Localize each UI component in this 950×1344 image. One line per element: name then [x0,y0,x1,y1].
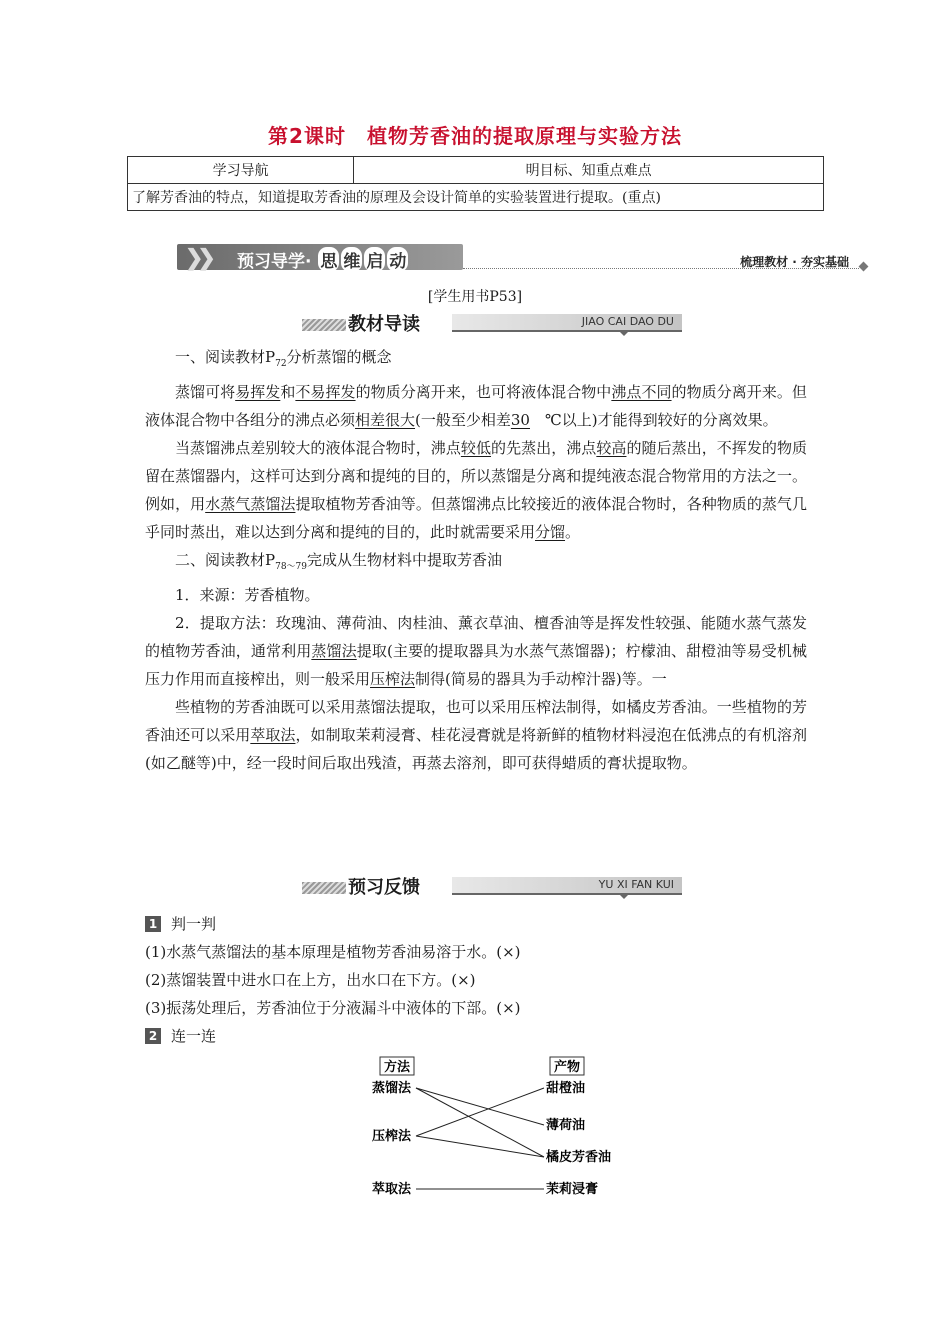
double-chevron-icon: ❯❯ [185,245,210,271]
match-line [416,1088,544,1125]
feedback-body [145,910,807,1050]
method-label: 压榨法 [372,1129,412,1144]
banner-pill: 启 [364,247,385,272]
textbook-body [145,343,807,777]
section-header-textbook [302,310,682,334]
banner-pill: 思 [318,247,339,272]
section-header-feedback [302,873,682,897]
paragraph: 些植物的芳香油既可以采用蒸馏法提取，也可以采用压榨法制得，如橘皮芳香油。一些植物的芳香油还可以采用萃取法，如制取茉莉浸膏、桂花浸膏就是将新鲜的植物材料浸泡在低沸点的有机溶剂(如乙醚等)中，经一段时间后取出残渣，再蒸去溶剂，即可获得蜡质的膏状提取物。 [145,698,807,772]
banner-label: 预习导学 [237,252,305,272]
method-label: 蒸馏法 [372,1081,412,1096]
preview-banner [177,244,867,272]
banner-pill: 维 [341,247,362,272]
product-label: 薄荷油 [546,1118,586,1133]
section-label: 教材导读 [348,314,420,335]
section-ribbon [452,877,682,895]
guide-row: 了解芳香油的特点，知道提取芳香油的原理及会设计简单的实验装置进行提取。(重点) [128,184,824,211]
product-label: 茉莉浸膏 [546,1182,599,1197]
method-label: 萃取法 [372,1182,412,1197]
diamond-icon [859,262,869,272]
paragraph: 1．来源：芳香植物。 [175,586,320,604]
product-label: 橘皮芳香油 [546,1150,612,1165]
question-item: (3)振荡处理后，芳香油位于分液漏斗中液体的下部。(×) [145,999,521,1017]
section-label: 预习反馈 [348,877,420,898]
question-heading: 1 判一判 [145,910,807,938]
number-badge: 2 [145,1028,161,1044]
header-methods: 方法 [383,1060,411,1075]
guide-col2: 明目标、知重点难点 [354,157,824,184]
banner-dot: · [305,252,312,272]
page-title: 第2课时 植物芳香油的提取原理与实验方法 [268,124,682,148]
section-en-label: JIAO CAI DAO DU [581,315,674,328]
number-badge: 1 [145,916,161,932]
question-item: (2)蒸馏装置中进水口在上方，出水口在下方。(×) [145,971,476,989]
product-label: 甜橙油 [546,1081,586,1096]
hatch-decoration [302,882,346,894]
banner-pill: 动 [387,247,408,272]
book-reference: [学生用书P53] [427,289,523,305]
paragraph: 2．提取方法：玫瑰油、薄荷油、肉桂油、薰衣草油、檀香油等是挥发性较强、能随水蒸气蒸发的植物芳香油，通常利用蒸馏法提取(主要的提取器具为水蒸气蒸馏器)；柠檬油、甜橙油等易受机械压力作用而直接榨出，则一般采用压榨法制得(简易的器具为手动榨汁器)等。一 [145,614,807,688]
banner-title [237,247,409,272]
header-products: 产物 [553,1060,581,1075]
paragraph: 蒸馏可将易挥发和不易挥发的物质分离开来，也可将液体混合物中沸点不同的物质分离开来。但液体混合物中各组分的沸点必须相差很大(一般至少相差30 ℃以上)才能得到较好的分离效果。 [145,383,807,429]
matching-diagram [360,1055,620,1205]
section-ribbon [452,314,682,332]
question-item: (1)水蒸气蒸馏法的基本原理是植物芳香油易溶于水。(×) [145,943,521,961]
guide-col1: 学习导航 [128,157,354,184]
match-line [416,1088,544,1136]
question-heading: 2 连一连 [145,1022,807,1050]
paragraph: 一、阅读教材$P_{72}$分析蒸馏的概念 [175,348,392,369]
triangle-down-icon [618,330,630,336]
triangle-down-icon [618,893,630,899]
hatch-decoration [302,319,346,331]
paragraph: 二、阅读教材$P_{78\sim 79}$完成从生物材料中提取芳香油 [175,551,503,572]
guide-table [127,156,824,211]
banner-subtitle: 梳理教材 · 夯实基础 [740,255,849,269]
paragraph: 当蒸馏沸点差别较大的液体混合物时，沸点较低的先蒸出，沸点较高的随后蒸出，不挥发的物质留在蒸馏器内，这样可达到分离和提纯的目的，所以蒸馏是分离和提纯液态混合物常用的方法之一。例如，用水蒸气蒸馏法提取植物芳香油等。但蒸馏沸点比较接近的液体混合物时，各种物质的蒸气几乎同时蒸出，难以达到分离和提纯的目的，此时就需要采用分馏。 [145,439,807,541]
section-en-label: YU XI FAN KUI [598,878,674,891]
